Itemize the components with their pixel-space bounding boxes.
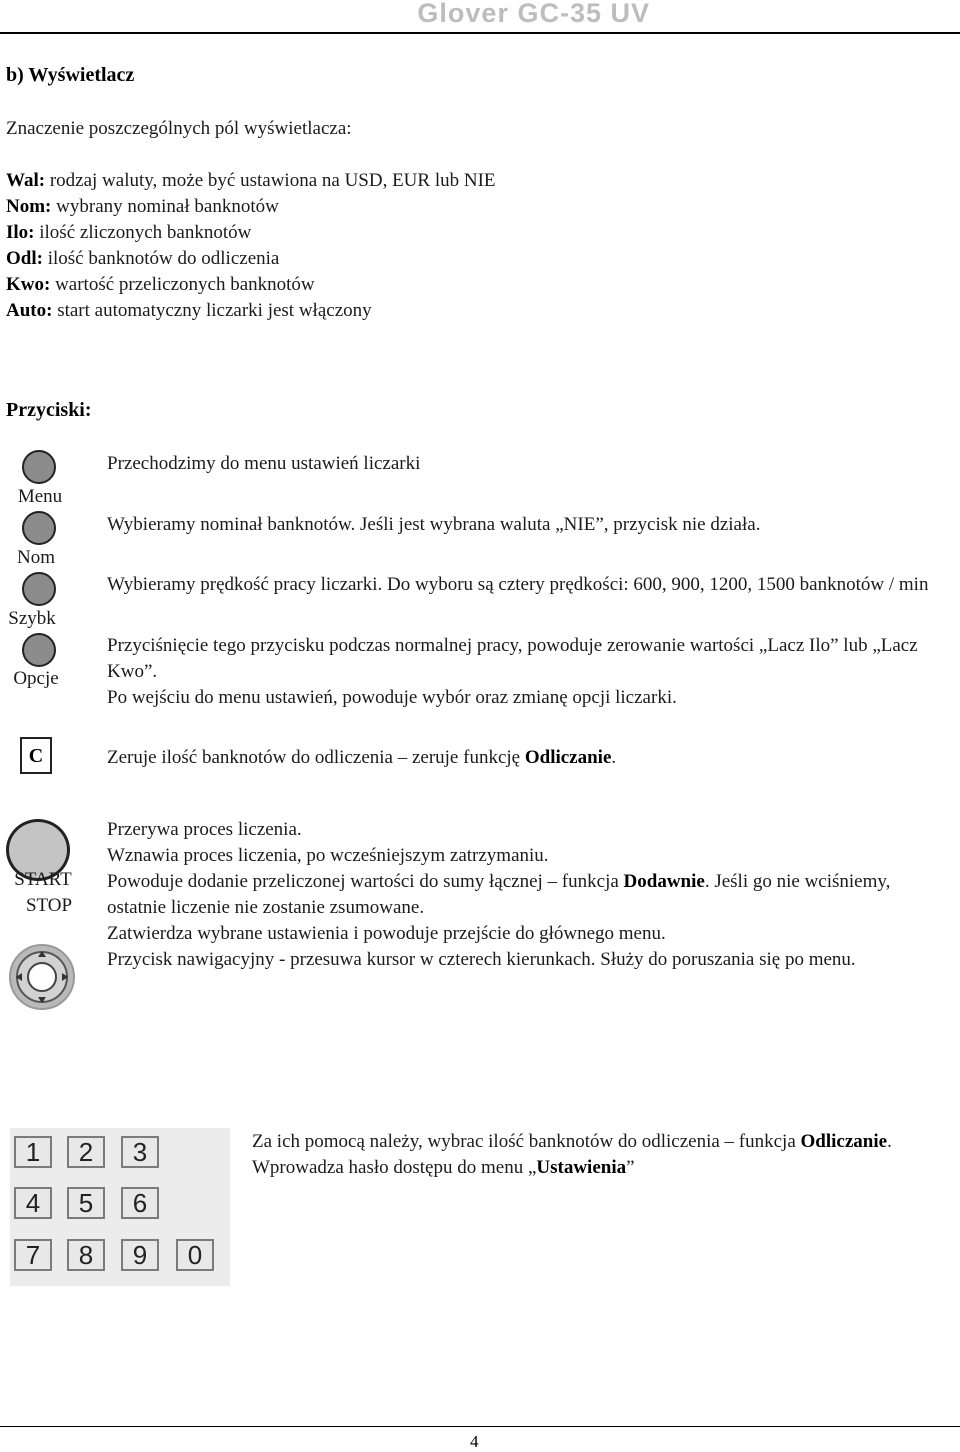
start-desc-text: Powoduje dodanie przeliczonej wartości do sumy łącznej – funkcja bbox=[107, 871, 624, 892]
start-desc-end: . Jeśli go nie wciśniemy, ostatnie liczenie nie zostanie zsumowane. bbox=[107, 871, 891, 918]
field-text: start automatyczny liczarki jest włączony bbox=[52, 300, 372, 321]
field-text: rodzaj waluty, może być ustawiona na USD, EUR lub NIE bbox=[45, 170, 496, 191]
keypad-description bbox=[252, 1129, 932, 1181]
document-header-title: Glover GC-35 UV bbox=[417, 0, 650, 28]
field-key: Nom: bbox=[6, 196, 52, 217]
section-intro: Znaczenie poszczególnych pól wyświetlacza: bbox=[6, 118, 352, 139]
nav-desc-line: Zatwierdza wybrane ustawienia i powoduje przejście do głównego menu. bbox=[107, 923, 666, 944]
menu-button-icon bbox=[22, 450, 56, 484]
nom-button-icon bbox=[22, 511, 56, 545]
keypad-desc2-end: ” bbox=[626, 1157, 635, 1178]
opcje-button-description: Przyciśnięcie tego przycisku podczas normalnej pracy, powoduje zerowanie wartości „Lacz Ilo” lub „Lacz Kwo”. bbox=[107, 635, 918, 682]
field-item bbox=[6, 168, 496, 194]
field-item bbox=[6, 298, 496, 324]
header-rule bbox=[0, 32, 960, 34]
keypad-desc-line bbox=[252, 1155, 932, 1181]
c-button-icon: C bbox=[20, 737, 52, 774]
keypad-key-4: 4 bbox=[14, 1187, 52, 1219]
c-button-description bbox=[107, 745, 616, 771]
menu-button-label: Menu bbox=[17, 486, 63, 507]
start-desc-line bbox=[107, 869, 947, 921]
start-desc-line: Wznawia proces liczenia, po wcześniejszym zatrzymaniu. bbox=[107, 845, 549, 866]
field-item bbox=[6, 246, 496, 272]
keypad-key-5: 5 bbox=[67, 1187, 105, 1219]
c-desc-end: . bbox=[611, 747, 617, 768]
nom-button-description: Wybieramy nominał banknotów. Jeśli jest wybrana waluta „NIE”, przycisk nie działa. bbox=[107, 514, 761, 535]
keypad-key-8: 8 bbox=[67, 1239, 105, 1271]
c-desc-bold: Odliczanie bbox=[524, 747, 612, 768]
field-key: Odl: bbox=[6, 248, 43, 269]
keypad-key-6: 6 bbox=[121, 1187, 159, 1219]
field-key: Wal: bbox=[6, 170, 46, 191]
field-item bbox=[6, 220, 496, 246]
field-key: Auto: bbox=[6, 300, 53, 321]
szybk-button-description: Wybieramy prędkość pracy liczarki. Do wyboru są cztery prędkości: 600, 900, 1200, 1500 banknotów / min bbox=[107, 574, 929, 595]
keypad-desc-text: Za ich pomocą należy, wybrac ilość banknotów do odliczenia – funkcja bbox=[252, 1131, 801, 1152]
keypad-key-7: 7 bbox=[14, 1239, 52, 1271]
footer-rule bbox=[0, 1426, 960, 1427]
keypad-desc-line bbox=[252, 1129, 932, 1155]
keypad-desc-bold: Odliczanie bbox=[800, 1131, 888, 1152]
szybk-button-icon bbox=[22, 572, 56, 606]
start-label: START bbox=[14, 869, 72, 890]
keypad-key-0: 0 bbox=[176, 1239, 214, 1271]
c-desc-text: Zeruje ilość banknotów do odliczenia – zeruje funkcję bbox=[107, 747, 525, 768]
field-text: wartość przeliczonych banknotów bbox=[50, 274, 315, 295]
display-field-list bbox=[6, 168, 496, 324]
nav-desc-line: Przycisk nawigacyjny - przesuwa kursor w czterech kierunkach. Służy do poruszania się po menu. bbox=[107, 949, 856, 970]
start-stop-descriptions bbox=[107, 817, 947, 973]
keypad-desc2-bold: Ustawienia bbox=[536, 1157, 627, 1178]
start-desc-line: Przerywa proces liczenia. bbox=[107, 819, 302, 840]
field-text: ilość banknotów do odliczenia bbox=[42, 248, 280, 269]
keypad-desc-end: . bbox=[887, 1131, 892, 1152]
navigation-pad-icon bbox=[8, 942, 76, 1012]
keypad-key-9: 9 bbox=[121, 1239, 159, 1271]
section-heading: b) Wyświetlacz bbox=[6, 64, 135, 86]
menu-button-description: Przechodzimy do menu ustawień liczarki bbox=[107, 453, 421, 474]
field-text: ilość zliczonych banknotów bbox=[34, 222, 252, 243]
buttons-heading: Przyciski: bbox=[6, 399, 92, 421]
start-desc-bold: Dodawnie bbox=[623, 871, 705, 892]
page-number: 4 bbox=[470, 1432, 479, 1451]
keypad-key-2: 2 bbox=[67, 1136, 105, 1168]
keypad-desc2-text: Wprowadza hasło dostępu do menu „ bbox=[252, 1157, 537, 1178]
field-item bbox=[6, 272, 496, 298]
keypad-key-1: 1 bbox=[14, 1136, 52, 1168]
stop-label: STOP bbox=[25, 895, 73, 916]
opcje-button-icon bbox=[22, 633, 56, 667]
nom-button-label: Nom bbox=[17, 547, 55, 568]
field-key: Kwo: bbox=[6, 274, 51, 295]
szybk-button-label: Szybk bbox=[8, 608, 56, 629]
keypad-key-3: 3 bbox=[121, 1136, 159, 1168]
numeric-keypad bbox=[10, 1128, 230, 1286]
opcje-menu-description: Po wejściu do menu ustawień, powoduje wybór oraz zmianę opcji liczarki. bbox=[107, 687, 677, 708]
field-item bbox=[6, 194, 496, 220]
field-text: wybrany nominał banknotów bbox=[51, 196, 279, 217]
opcje-button-label: Opcje bbox=[13, 668, 59, 689]
field-key: Ilo: bbox=[6, 222, 35, 243]
